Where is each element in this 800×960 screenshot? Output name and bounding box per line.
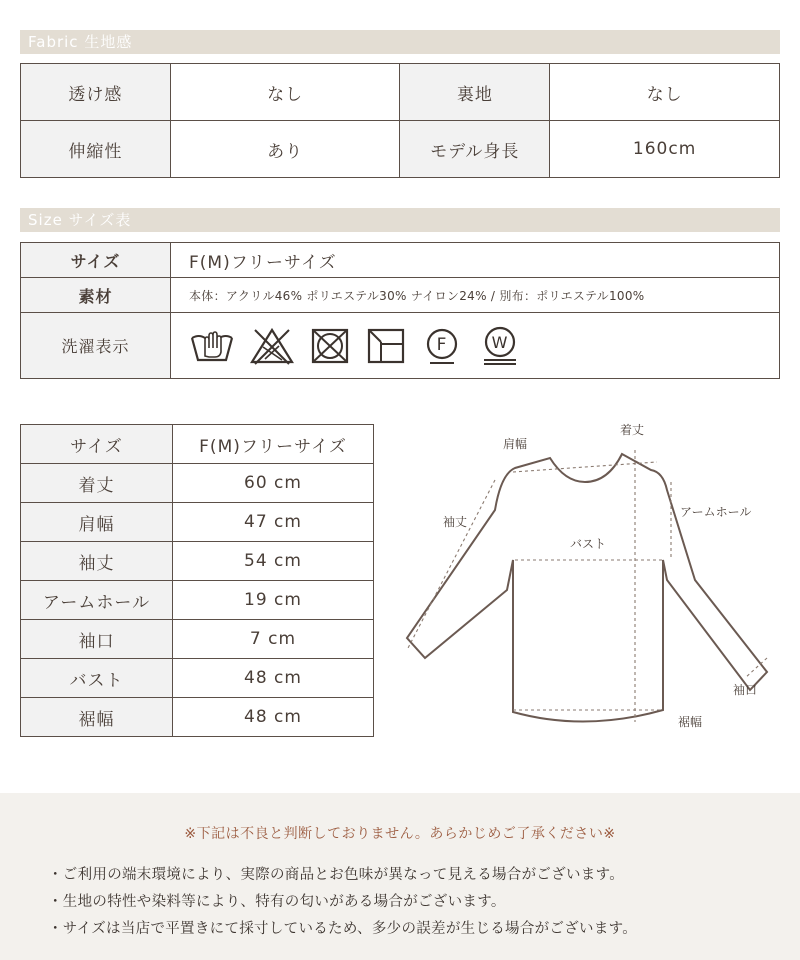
fabric-label-lining: 裏地 [400,64,550,121]
note-line: ・サイズは当店で平置きにて採寸しているため、多少の誤差が生じる場合がございます。 [48,921,638,937]
no-tumble-dry-icon [309,326,351,366]
fabric-value-see-through: なし [170,64,400,121]
diagram-label-sleeve: 袖丈 [443,515,468,529]
measure-value: 47 cm [173,503,374,542]
size-label: サイズ [21,243,171,278]
fabric-section-header: Fabric 生地感 [20,30,780,54]
svg-text:W: W [491,332,509,352]
fabric-value-lining: なし [550,64,780,121]
size-section-header: Size サイズ表 [20,208,780,232]
table-row [21,620,374,659]
line-dry-shade-icon [365,326,407,366]
diagram-label-shoulder: 肩幅 [503,437,528,451]
notes-panel [0,793,800,960]
hand-wash-icon [189,326,235,366]
measure-label: バスト [21,659,173,698]
diagram-label-armhole: アームホール [680,505,752,519]
table-row [21,425,374,464]
table-row [21,464,374,503]
measure-label: 袖丈 [21,542,173,581]
note-line: ・ご利用の端末環境により、実際の商品とお色味が異なって見える場合がございます。 [48,867,625,883]
svg-text:F: F [436,334,448,355]
material-label: 素材 [21,278,171,313]
table-row [21,64,780,121]
care-icons-cell [171,313,780,379]
diagram-label-bust: バスト [570,537,607,551]
fabric-label-stretch: 伸縮性 [21,121,171,178]
table-row [21,542,374,581]
measure-label: アームホール [21,581,173,620]
table-row [21,278,780,313]
measure-label: 着丈 [21,464,173,503]
measure-label: 肩幅 [21,503,173,542]
fabric-value-stretch: あり [170,121,400,178]
measure-value: 48 cm [173,698,374,737]
measure-value: 54 cm [173,542,374,581]
diagram-label-length: 着丈 [620,423,645,437]
diagram-label-cuff: 袖口 [733,683,758,697]
measure-value: 48 cm [173,659,374,698]
dry-clean-f-icon [421,325,463,367]
fabric-label-model-height: モデル身長 [400,121,550,178]
measure-header-label: サイズ [21,425,173,464]
measure-label: 裾幅 [21,698,173,737]
measure-value: 19 cm [173,581,374,620]
table-row [21,698,374,737]
garment-measurement-diagram [395,410,785,740]
fabric-table [20,63,780,178]
no-bleach-icon [249,326,295,366]
measure-header-value: F(M)フリーサイズ [173,425,374,464]
table-row [21,659,374,698]
care-label: 洗濯表示 [21,313,171,379]
size-info-table [20,242,780,379]
fabric-value-model-height: 160cm [550,121,780,178]
table-row [21,503,374,542]
garment-outline [407,454,767,722]
table-row [21,121,780,178]
measure-value: 60 cm [173,464,374,503]
note-line: ・生地の特性や染料等により、特有の匂いがある場合がございます。 [48,894,506,910]
measure-value: 7 cm [173,620,374,659]
fabric-label-see-through: 透け感 [21,64,171,121]
diagram-label-hem: 裾幅 [678,715,703,729]
size-value: F(M)フリーサイズ [171,243,780,278]
table-row [21,313,780,379]
sleeve-measure-line [407,480,495,650]
measure-label: 袖口 [21,620,173,659]
material-value: 本体：アクリル46% ポリエステル30% ナイロン24% / 別布：ポリエステル100% [171,278,780,313]
table-row [21,243,780,278]
notes-title: ※下記は不良と判断しておりません。あらかじめご了承ください※ [184,826,616,842]
table-row [21,581,374,620]
measurement-table [20,424,374,737]
wet-clean-w-icon [477,324,523,368]
